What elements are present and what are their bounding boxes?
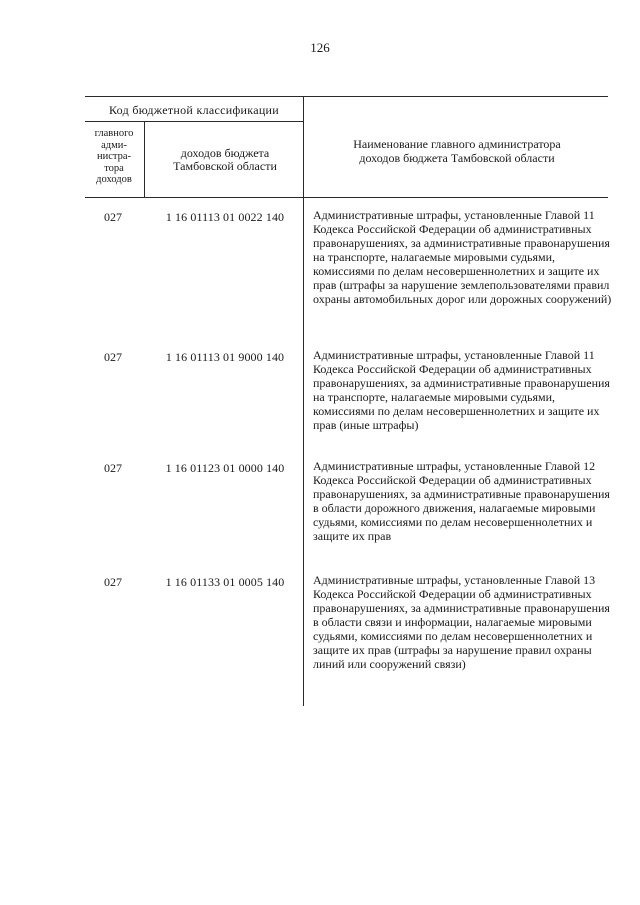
row-3-description: Административные штрафы, установленные Главой 12 Кодекса Российской Федерации об административных правонарушениях, за административные правонарушения в области дорожного движения, налагаемые мировыми судьями, комиссиями по делам несовершеннолетних и защите их прав: [313, 459, 610, 543]
header-col-admin-line: тора: [104, 162, 124, 174]
header-col-income-line: доходов бюджета: [180, 146, 270, 160]
header-col-admin-line: главного: [94, 128, 134, 139]
row-1-description: Административные штрафы, установленные Главой 11 Кодекса Российской Федерации об административных правонарушениях, за административные правонарушения на транспорте, налагаемые мировыми судьями, комиссиями по делам несовершеннолетних и защите их прав (штрафы за нарушение землепользователями правил охраны автомобильных дорог или дорожных сооружений): [313, 208, 612, 306]
header-col-admin-line: адми-: [101, 139, 127, 151]
row-2-income-code: 1 16 01113 01 9000 140: [165, 350, 285, 364]
header-col-admin: [86, 128, 142, 186]
row-4-description: Административные штрафы, установленные Главой 13 Кодекса Российской Федерации об административных правонарушениях, за административные правонарушения в области связи и информации, налагаемые мировыми судьями, комиссиями по делам несовершеннолетних и защите их прав (штрафы за нарушение правил охраны линий или сооружений связи): [313, 573, 610, 671]
column-divider-admin: [144, 121, 145, 197]
row-1-income-code: 1 16 01113 01 0022 140: [165, 210, 285, 224]
row-3-admin-code: 027: [104, 461, 122, 475]
header-col-name: [306, 137, 608, 165]
column-divider-name: [303, 96, 304, 706]
row-2-description: Административные штрафы, установленные Главой 11 Кодекса Российской Федерации об административных правонарушениях, за административные правонарушения на транспорте, налагаемые мировыми судьями, комиссиями по делам несовершеннолетних и защите их прав (иные штрафы): [313, 348, 610, 432]
row-4-admin-code: 027: [104, 575, 122, 589]
header-col-income: [148, 147, 302, 173]
row-2-admin-code: 027: [104, 350, 122, 364]
header-bottom-rule: [85, 197, 608, 198]
header-group-title: Код бюджетной классификации: [108, 103, 280, 117]
header-col-admin-line: доходов: [96, 174, 132, 185]
header-col-income-line: Тамбовской области: [173, 159, 277, 173]
header-col-admin-line: нистра-: [96, 151, 132, 162]
header-col-name-line: доходов бюджета Тамбовской области: [359, 151, 555, 165]
header-col-name-line: Наименование главного администратора: [353, 137, 561, 151]
table-top-rule: [85, 96, 608, 97]
row-4-income-code: 1 16 01133 01 0005 140: [165, 575, 285, 589]
group-header-rule: [85, 121, 303, 122]
page-number: 126: [310, 40, 330, 55]
row-3-income-code: 1 16 01123 01 0000 140: [165, 461, 285, 475]
row-1-admin-code: 027: [104, 210, 122, 224]
